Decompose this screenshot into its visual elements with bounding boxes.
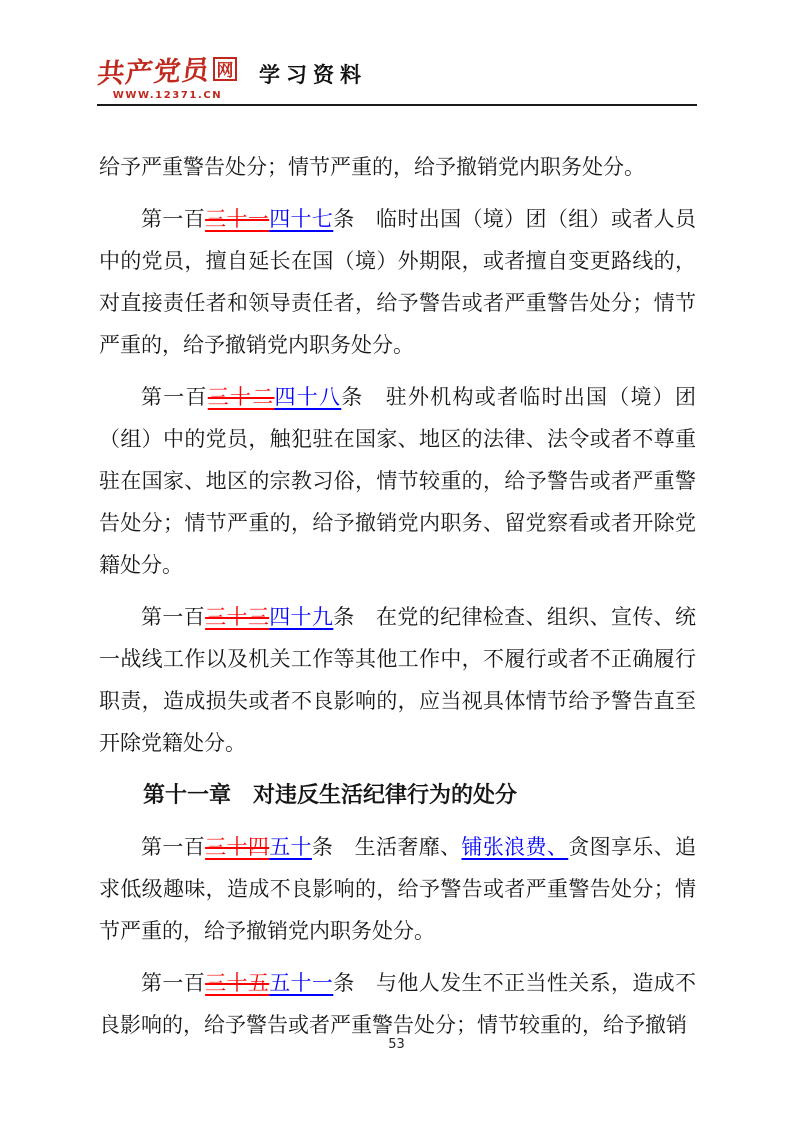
paragraph (99, 376, 696, 586)
text-run: 第一百 (141, 605, 206, 629)
text-run: 条 与他人发生不正当性关系，造成不良影响的，给予警告或者严重警告处分；情节较重的，给予撤销 (99, 971, 697, 1037)
12371-logo (95, 50, 237, 101)
header-label: 学习资料 (259, 63, 367, 87)
text-run: 贪图享乐、追求低级趣味，造成不良影响的，给予警告或者严重警告处分；情节严重的，给予撤销党内职务处分。 (99, 835, 697, 943)
inserted-text: 四十九 (269, 605, 334, 629)
paragraph (99, 962, 696, 1046)
text-run: 第一百 (141, 971, 206, 995)
text-run: 第十一章 对违反生活纪律行为的处分 (143, 782, 518, 807)
deleted-text: 三十一 (205, 207, 270, 231)
inserted-text: 铺张浪费、 (461, 835, 569, 859)
inserted-text: 五十一 (269, 971, 334, 995)
text-run: 条 生活奢靡、 (311, 835, 462, 859)
logo-net-icon: 网 (213, 57, 237, 81)
inserted-text: 五十 (269, 835, 312, 859)
logo-row (95, 50, 237, 90)
document-body (99, 146, 696, 1056)
text-run: 第一百 (141, 385, 208, 409)
header-divider (97, 104, 697, 106)
page-number: 53 (388, 1037, 405, 1052)
deleted-text: 三十二 (207, 385, 275, 409)
deleted-text: 三十三 (205, 605, 270, 629)
text-run: 条 在党的纪律检查、组织、宣传、统一战线工作以及机关工作等其他工作中，不履行或者不正确履行职责，造成损失或者不良影响的，应当视具体情节给予警告直至开除党籍处分。 (99, 605, 697, 755)
text-run: 条 临时出国（境）团（组）或者人员中的党员，擅自延长在国（境）外期限，或者擅自变更路线的，对直接责任者和领导责任者，给予警告或者严重警告处分；情节严重的，给予撤销党内职务处分。 (99, 207, 697, 357)
paragraph (99, 146, 696, 188)
logo-calligraphy-text: 共产党员 (95, 55, 212, 90)
inserted-text: 四十八 (274, 385, 342, 409)
paragraph (99, 198, 696, 366)
paragraph (99, 596, 696, 764)
text-run: 条 驻外机构或者临时出国（境）团（组）中的党员，触犯驻在国家、地区的法律、法令或者不尊重驻在国家、地区的宗教习俗，情节较重的，给予警告或者严重警告处分；情节严重的，给予撤销党内职务、留党察看或者开除党籍处分。 (99, 385, 696, 577)
text-run: 第一百 (141, 835, 206, 859)
deleted-text: 三十五 (205, 971, 270, 995)
paragraph (99, 826, 696, 952)
inserted-text: 四十七 (269, 207, 334, 231)
text-run: 给予严重警告处分；情节严重的，给予撤销党内职务处分。 (99, 155, 645, 179)
chapter-heading (99, 774, 696, 816)
text-run: 第一百 (141, 207, 206, 231)
logo-url-text: WWW.12371.CN (112, 90, 223, 101)
deleted-text: 三十四 (205, 835, 270, 859)
page-header (95, 50, 696, 101)
